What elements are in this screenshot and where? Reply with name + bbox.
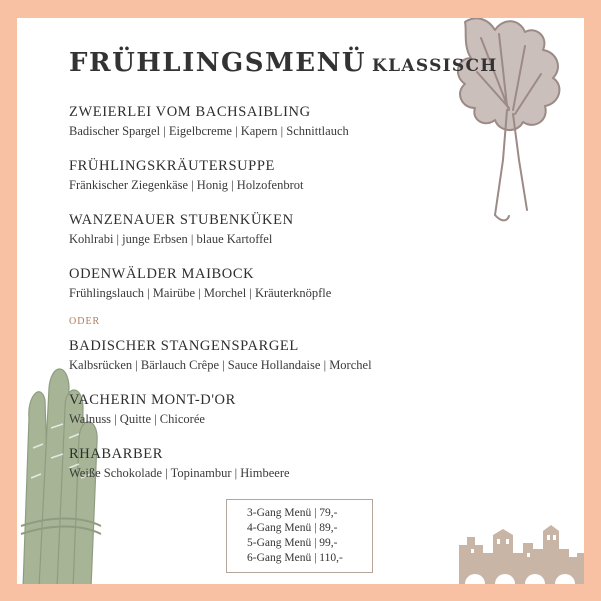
course-name: ZWEIERLEI VOM BACHSAIBLING bbox=[69, 104, 311, 120]
course-description: Badischer Spargel | Eigelbcreme | Kapern | Schnittlauch bbox=[69, 124, 349, 138]
course-item bbox=[69, 337, 372, 374]
course-item bbox=[69, 103, 349, 140]
course-description: Kalbsrücken | Bärlauch Crêpe | Sauce Hollandaise | Morchel bbox=[69, 358, 372, 372]
course-item bbox=[69, 391, 236, 428]
course-name: ODENWÄLDER MAIBOCK bbox=[69, 266, 255, 282]
course-description: Fränkischer Ziegenkäse | Honig | Holzofenbrot bbox=[69, 178, 304, 192]
price-box bbox=[226, 499, 373, 573]
menu-title bbox=[69, 48, 498, 78]
course-item bbox=[69, 211, 294, 248]
price-line: 6-Gang Menü | 110,- bbox=[247, 552, 343, 564]
price-line: 3-Gang Menü | 79,- bbox=[247, 507, 338, 519]
price-line: 5-Gang Menü | 99,- bbox=[247, 537, 338, 549]
course-description: Walnuss | Quitte | Chicorée bbox=[69, 412, 205, 426]
alternative-separator: ODER bbox=[69, 316, 101, 327]
course-description: Kohlrabi | junge Erbsen | blaue Kartoffel bbox=[69, 232, 273, 246]
menu-subtitle: KLASSISCH bbox=[372, 56, 498, 76]
price-line: 4-Gang Menü | 89,- bbox=[247, 522, 338, 534]
course-name: BADISCHER STANGENSPARGEL bbox=[69, 338, 299, 354]
city-skyline-illustration-icon bbox=[457, 523, 584, 584]
course-name: VACHERIN MONT-D'OR bbox=[69, 392, 236, 408]
course-name: FRÜHLINGSKRÄUTERSUPPE bbox=[69, 158, 275, 174]
course-item bbox=[69, 445, 290, 482]
menu-title-main: FRÜHLINGSMENÜ bbox=[69, 48, 367, 78]
course-item bbox=[69, 265, 331, 302]
course-item bbox=[69, 157, 303, 194]
menu-card bbox=[17, 18, 584, 584]
course-name: WANZENAUER STUBENKÜKEN bbox=[69, 212, 294, 228]
course-description: Weiße Schokolade | Topinambur | Himbeere bbox=[69, 466, 290, 480]
course-name: RHABARBER bbox=[69, 446, 164, 462]
course-description: Frühlingslauch | Mairübe | Morchel | Kräuterknöpfle bbox=[69, 286, 332, 300]
